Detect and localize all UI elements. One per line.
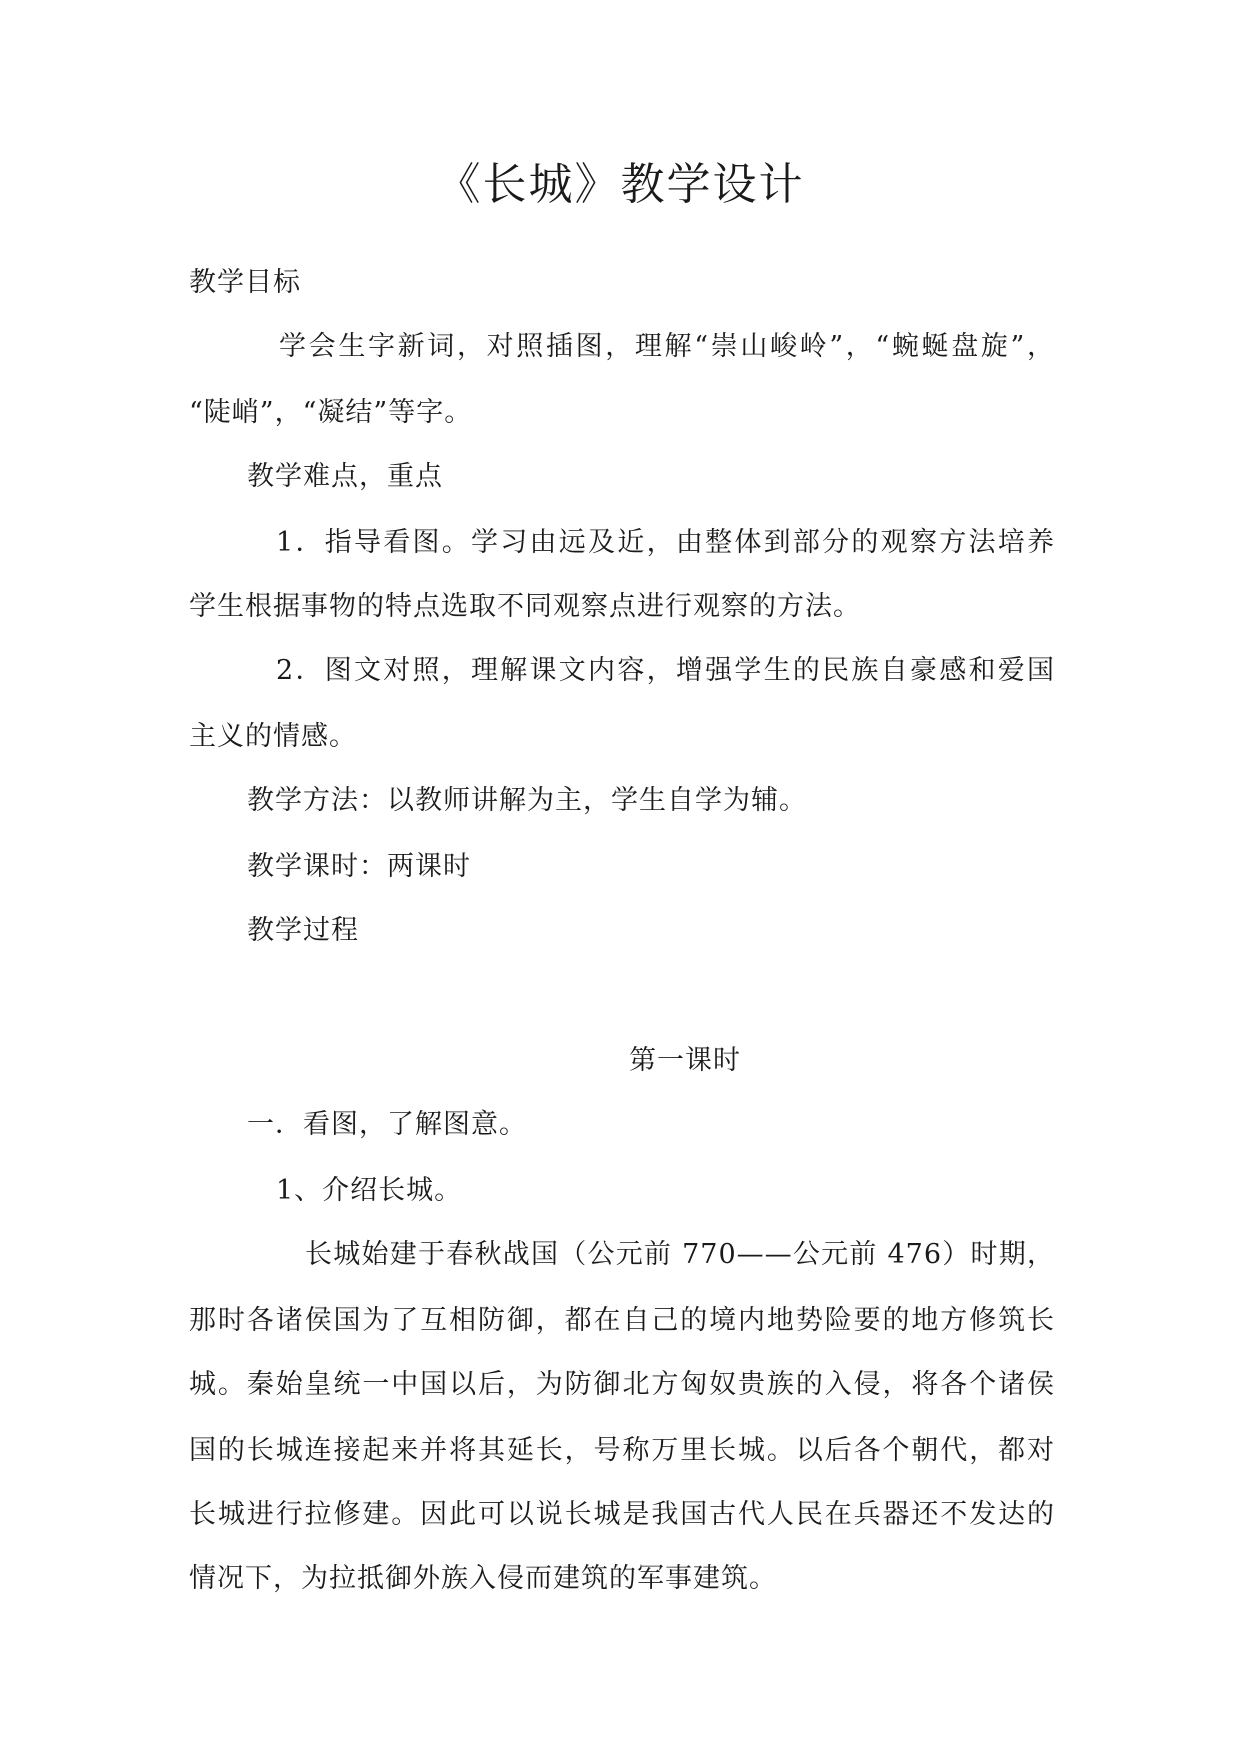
- difficulty-2-line-1: 2．图文对照，理解课文内容，增强学生的民族自豪感和爱国: [276, 655, 1055, 686]
- goals-text-line-1: 学会生字新词，对照插图，理解“崇山峻岭”，“蜿蜒盘旋”，: [279, 331, 1055, 362]
- goals-text-line-2: “陡峭”，“凝结”等字。: [189, 397, 473, 428]
- step-1-sub-heading: 1、介绍长城。: [276, 1175, 463, 1206]
- intro-paragraph-line-2: 那时各诸侯国为了互相防御，都在自己的境内地势险要的地方修筑长: [189, 1305, 1055, 1336]
- heading-teaching-goals: 教学目标: [189, 267, 301, 298]
- intro-paragraph-line-6: 情况下，为拉抵御外族入侵而建筑的军事建筑。: [189, 1563, 777, 1594]
- heading-teaching-process: 教学过程: [247, 915, 359, 946]
- difficulty-2-line-2: 主义的情感。: [189, 721, 357, 752]
- intro-paragraph-line-1: 长城始建于春秋战国（公元前 770——公元前 476）时期，: [305, 1239, 1055, 1270]
- difficulty-1-line-2: 学生根据事物的特点选取不同观察点进行观察的方法。: [189, 591, 861, 622]
- teaching-hours: 教学课时：两课时: [247, 851, 471, 882]
- step-1-heading: 一．看图，了解图意。: [247, 1109, 527, 1140]
- difficulty-1-line-1: 1．指导看图。学习由远及近，由整体到部分的观察方法培养: [276, 527, 1055, 558]
- heading-difficulties: 教学难点，重点: [247, 461, 443, 492]
- teaching-method: 教学方法：以教师讲解为主，学生自学为辅。: [247, 785, 807, 816]
- intro-paragraph-line-3: 城。秦始皇统一中国以后，为防御北方匈奴贵族的入侵，将各个诸侯: [189, 1369, 1055, 1400]
- intro-paragraph-line-4: 国的长城连接起来并将其延长，号称万里长城。以后各个朝代，都对: [189, 1435, 1055, 1466]
- intro-paragraph-line-5: 长城进行拉修建。因此可以说长城是我国古代人民在兵器还不发达的: [189, 1499, 1055, 1530]
- document-title: 《长城》教学设计: [436, 159, 805, 210]
- section-first-lesson: 第一课时: [629, 1045, 741, 1076]
